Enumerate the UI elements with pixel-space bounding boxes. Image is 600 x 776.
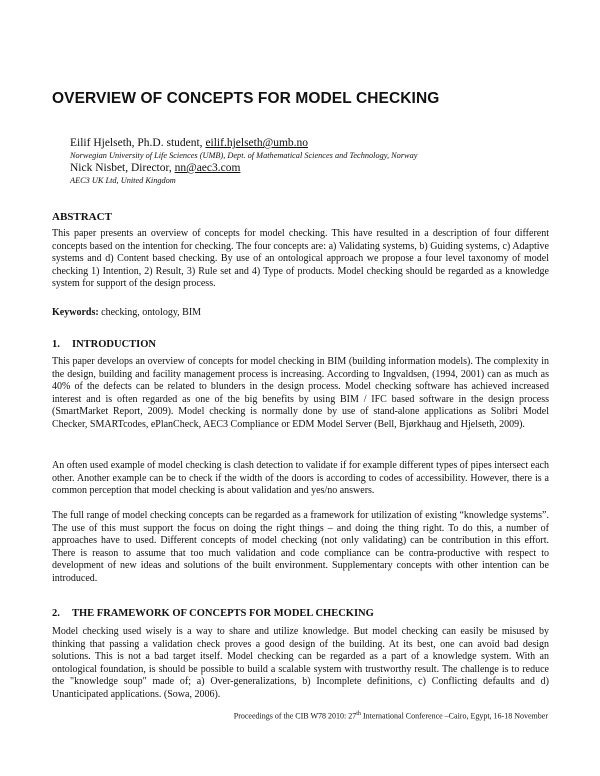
abstract-heading: ABSTRACT — [52, 211, 112, 223]
paragraph: Model checking used wisely is a way to share and utilize knowledge. But model checking can easily be misused by thinking that passing a validation check proves a good design of the building. At its best, one can avoid bad design solutions. This is not a bad target itself. Model checking can be regarded as a part of a knowledge system. With an ontological foundation, is should be possible to build a scalable system with trustworthy result. The challenge is to reduce the "knowledge soup" made of; a) Over-generalizations, b) Incomplete definitions, c) Conflicting defaults and d) Unanticipated applications. (Sowa, 2006). — [52, 626, 549, 700]
footer-text: Proceedings of the CIB W78 2010: 27 — [233, 711, 357, 721]
author-name: Eilif Hjelseth, Ph.D. student, — [70, 137, 206, 149]
section-number: 1. — [52, 339, 60, 350]
section-heading — [52, 339, 156, 350]
author-line — [70, 136, 550, 150]
author-affiliation: AEC3 UK Ltd, United Kingdom — [70, 176, 176, 185]
section-title: INTRODUCTION — [72, 339, 157, 350]
author-block — [70, 136, 550, 186]
section-number: 2. — [52, 608, 60, 619]
abstract-text: This paper presents an overview of concepts for model checking. This have resulted in a description of four different concepts based on the intention for checking. The four concepts are: a) Validating systems, b) Guiding systems, c) Adaptive systems and d) Content based checking. By use of an ontological approach we propose a four level taxonomy of model checking 1) Intention, 2) Result, 3) Rule set and 4) Type of products. Model checking should be regarded as a knowledge system for support of the design process. — [52, 228, 549, 290]
author-name: Nick Nisbet, Director, — [70, 162, 175, 174]
paper-title: OVERVIEW OF CONCEPTS FOR MODEL CHECKING — [52, 90, 440, 107]
author-email-link[interactable]: eilif.hjelseth@umb.no — [205, 137, 309, 149]
author-line — [70, 161, 550, 175]
footer-text-end: International Conference –Cairo, Egypt, 16-18 November — [360, 711, 548, 721]
paragraph: This paper develops an overview of concepts for model checking in BIM (building information models). The complexity in the design, building and facility management process is increasing. According to Ingvaldsen, (1994, 2001) can as much as 40% of the defects can be related to blunders in the design process. Model checking software has achieved increased interest and is often regarded as one of the big benefits by using BIM / IFC based software in the design process (SmartMarket Report, 2009). Model checking is normally done by use of stand-alone applications as Solibri Model Checker, SMARTcodes, ePlanCheck, AEC3 Compliance or EDM Model Server (Bell, Bjørkhaug and Hjelseth, 2009). — [52, 356, 549, 430]
section-heading — [52, 608, 374, 619]
keywords — [52, 307, 201, 318]
paragraph: An often used example of model checking is clash detection to validate if for example different types of pipes intersect each other. Another example can be to check if the width of the doors is according to codes of accessibility. However, there is a common perception that model checking is about validation and yes/no answers. — [52, 460, 549, 497]
keywords-label: Keywords: — [52, 307, 99, 318]
keywords-text: checking, ontology, BIM — [98, 307, 202, 318]
paragraph: The full range of model checking concepts can be regarded as a framework for utilization of existing “knowledge systems”. The use of this must support the focus on doing the right things – and doing the thing right. To do this, a number of approaches have to used. Different concepts of model checking (not only validating) can be contribution in this effort. There is reason to assume that too much validation and code compliance can be contra-productive with respect to development of new ideas and solutions of the built environment. Supplementary concepts with other intention can be introduced. — [52, 510, 549, 584]
author-affiliation: Norwegian University of Life Sciences (UMB), Dept. of Mathematical Sciences and Technology, Norway — [70, 151, 418, 160]
section-title: THE FRAMEWORK OF CONCEPTS FOR MODEL CHECKING — [72, 608, 374, 619]
footer-superscript: th — [356, 711, 361, 717]
author-email-link[interactable]: nn@aec3.com — [174, 162, 241, 174]
page-footer — [234, 711, 548, 721]
